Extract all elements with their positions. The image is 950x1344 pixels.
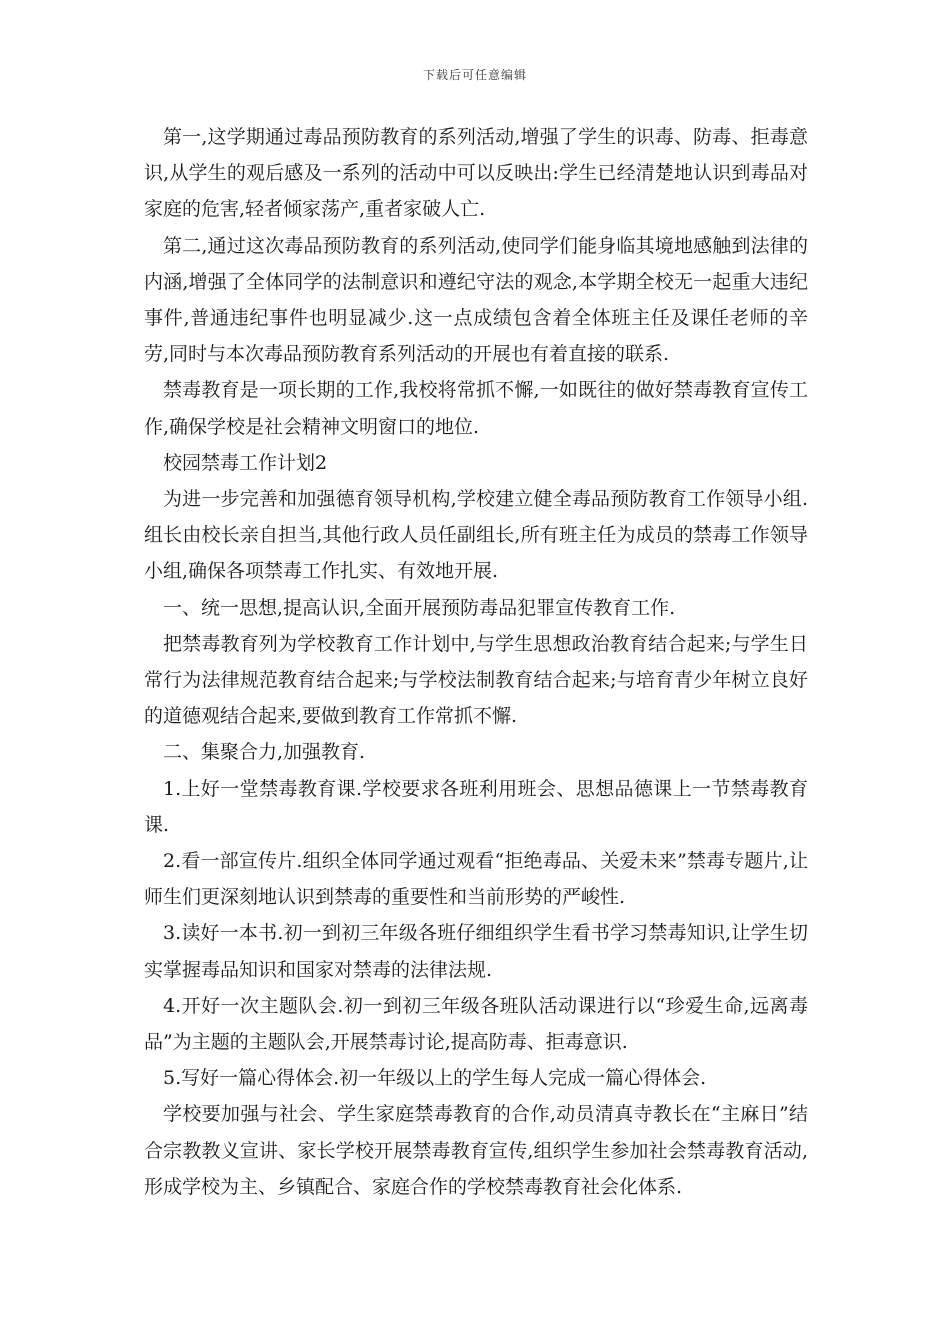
list-item: 2.看一部宣传片.组织全体同学通过观看“拒绝毒品、关爱未来”禁毒专题片,让师生们更深刻地认识到禁毒的重要性和当前形势的严峻性.: [144, 850, 808, 909]
list-item: 4.开好一次主题队会.初一到初三年级各班队活动课进行以“珍爱生命,远离毒品”为主题的主题队会,开展禁毒讨论,提高防毒、拒毒意识.: [144, 994, 808, 1054]
page-header: 下载后可任意编辑: [422, 68, 527, 82]
section-title: 校园禁毒工作计划2: [163, 451, 328, 474]
document-body: [144, 119, 808, 1205]
list-item: 1.上好一堂禁毒教育课.学校要求各班利用班会、思想品德课上一节禁毒教育课.: [144, 777, 808, 836]
paragraph: 把禁毒教育列为学校教育工作计划中,与学生思想政治教育结合起来;与学生日常行为法律规范教育结合起来;与学校法制教育结合起来;与培育青少年树立良好的道德观结合起来,要做到教育工作常抓不懈.: [144, 632, 808, 728]
list-item: 3.读好一本书.初一到初三年级各班仔细组织学生看书学习禁毒知识,让学生切实掌握毒品知识和国家对禁毒的法律法规.: [144, 922, 808, 981]
paragraph: 为进一步完善和加强德育领导机构,学校建立健全毒品预防教育工作领导小组.组长由校长亲自担当,其他行政人员任副组长,所有班主任为成员的禁毒工作领导小组,确保各项禁毒工作扎实、有效地开展.: [144, 488, 808, 583]
list-item: 5.写好一篇心得体会.初一年级以上的学生每人完成一篇心得体会.: [163, 1067, 707, 1090]
paragraph: 禁毒教育是一项长期的工作,我校将常抓不懈,一如既往的做好禁毒教育宣传工作,确保学校是社会精神文明窗口的地位.: [144, 379, 808, 438]
section-heading: 二、集聚合力,加强教育.: [163, 741, 366, 764]
paragraph: 学校要加强与社会、学生家庭禁毒教育的合作,动员清真寺教长在“主麻日”结合宗教教义宣讲、家长学校开展禁毒教育宣传,组织学生参加社会禁毒教育活动,形成学校为主、乡镇配合、家庭合作的学校禁毒教育社会化体系.: [144, 1103, 808, 1198]
paragraph: 第二,通过这次毒品预防教育的系列活动,使同学们能身临其境地感触到法律的内涵,增强了全体同学的法制意识和遵纪守法的观念,本学期全校无一起重大违纪事件,普通违纪事件也明显减少.这一点成绩包含着全体班主任及课任老师的辛劳,同时与本次毒品预防教育系列活动的开展也有着直接的联系.: [144, 234, 808, 366]
section-heading: 一、统一思想,提高认识,全面开展预防毒品犯罪宣传教育工作.: [163, 596, 676, 619]
paragraph: 第一,这学期通过毒品预防教育的系列活动,增强了学生的识毒、防毒、拒毒意识,从学生的观后感及一系列的活动中可以反映出:学生已经清楚地认识到毒品对家庭的危害,轻者倾家荡产,重者家破人亡.: [144, 126, 808, 221]
